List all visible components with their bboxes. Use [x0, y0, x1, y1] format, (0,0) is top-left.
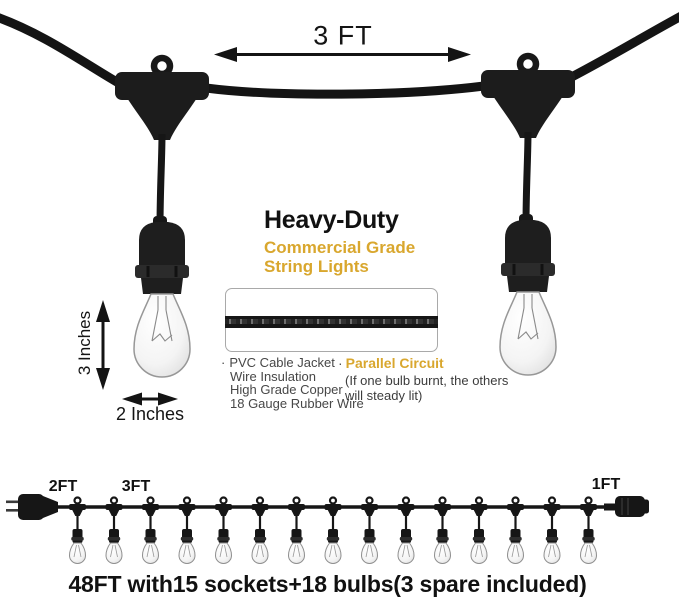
strand-label-2ft: 2FT	[48, 478, 78, 495]
dimension-label-bulb-width: 2 Inches	[115, 404, 185, 424]
dimension-label-3ft: 3 FT	[313, 20, 373, 51]
feature-item: High Grade Copper	[230, 382, 343, 397]
feature-item: · PVC Cable Jacket	[221, 355, 335, 370]
cable-sample-image	[225, 316, 438, 328]
feature-item: 18 Gauge Rubber Wire	[230, 395, 364, 411]
cable-cross-section-box	[225, 288, 438, 352]
parallel-circuit-feature	[338, 355, 508, 403]
dimension-label-bulb-height: 3 Inches	[75, 310, 94, 376]
headline-subtitle-2: String Lights	[264, 257, 369, 276]
headline-title: Heavy-Duty	[264, 206, 399, 234]
headline-subtitle-1: Commercial Grade	[264, 238, 416, 257]
male-plug	[6, 494, 58, 520]
parallel-circuit-title: · Parallel Circuit	[338, 355, 444, 371]
parallel-circuit-description: (If one bulb burnt, the others will steady lit)	[345, 373, 509, 403]
left-socket-with-bulb	[115, 58, 209, 377]
feature-item: Wire Insulation	[230, 368, 316, 384]
strand-label-1ft: 1FT	[591, 476, 621, 493]
headline	[264, 206, 464, 276]
strand-label-3ft: 3FT	[121, 478, 151, 495]
product-caption: 48FT with15 sockets+18 bulbs(3 spare included)	[68, 571, 587, 597]
dimension-arrow-bulb-height	[96, 300, 110, 390]
strand-diagram	[6, 494, 649, 564]
female-end-connector	[604, 496, 649, 517]
right-socket-with-bulb	[481, 56, 575, 375]
